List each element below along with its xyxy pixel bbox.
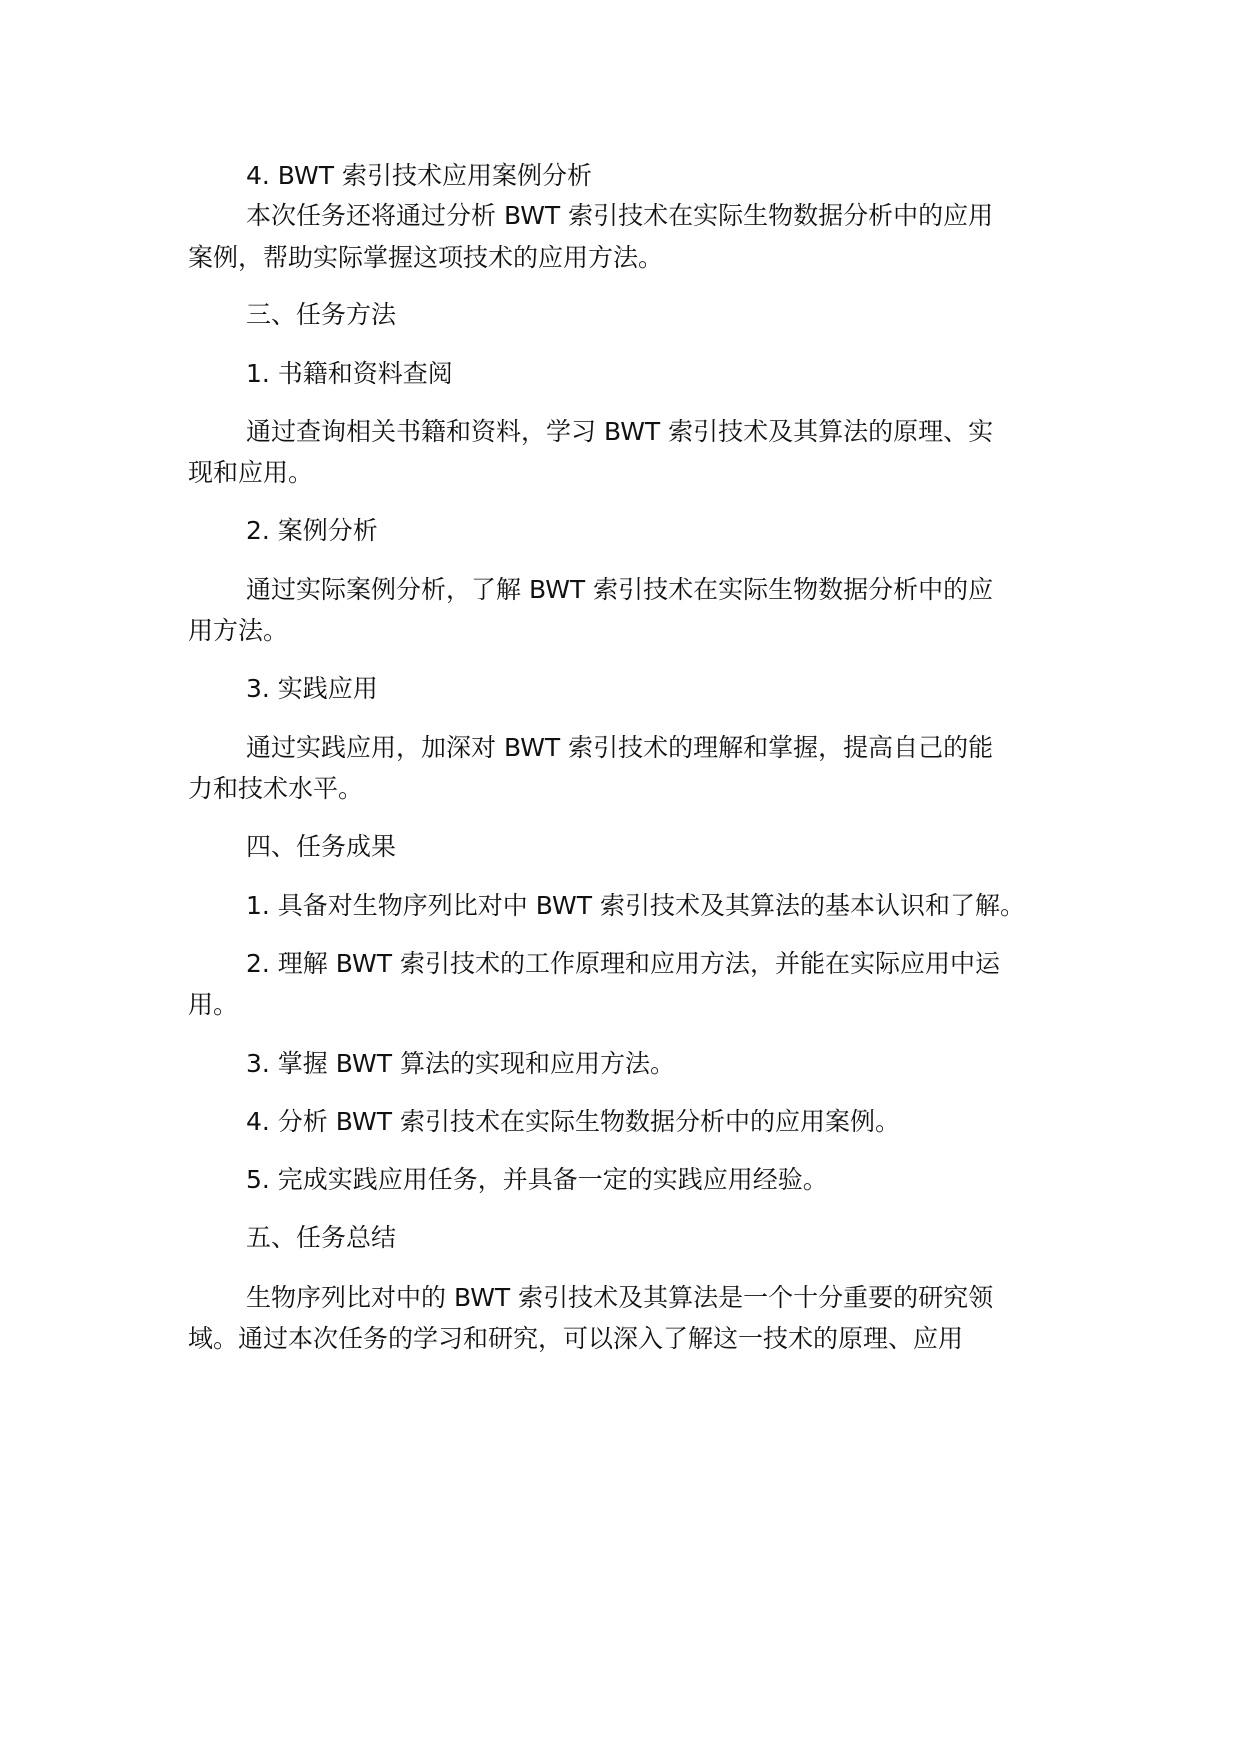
result-item: 3. 掌握 BWT 算法的实现和应用方法。 [246,1049,675,1078]
paragraph-line: 通过查询相关书籍和资料，学习 BWT 索引技术及其算法的原理、实 [246,417,994,446]
subheading-practice: 3. 实践应用 [246,674,378,703]
subheading-books: 1. 书籍和资料查阅 [246,359,453,388]
paragraph-line: 现和应用。 [188,458,314,487]
section-heading-results: 四、任务成果 [246,832,397,861]
subheading-case-analysis: 2. 案例分析 [246,516,378,545]
paragraph-line: 本次任务还将通过分析 BWT 索引技术在实际生物数据分析中的应用 [246,201,994,230]
result-item: 4. 分析 BWT 索引技术在实际生物数据分析中的应用案例。 [246,1107,900,1136]
result-item: 2. 理解 BWT 索引技术的工作原理和应用方法，并能在实际应用中运 [246,949,1000,978]
result-item: 1. 具备对生物序列比对中 BWT 索引技术及其算法的基本认识和了解。 [246,891,1025,920]
section-heading-methods: 三、任务方法 [246,300,397,329]
paragraph-line: 通过实际案例分析，了解 BWT 索引技术在实际生物数据分析中的应 [246,575,994,604]
paragraph-line: 通过实践应用，加深对 BWT 索引技术的理解和掌握，提高自己的能 [246,733,994,762]
paragraph-line: 案例，帮助实际掌握这项技术的应用方法。 [188,243,664,272]
paragraph-line: 域。通过本次任务的学习和研究，可以深入了解这一技术的原理、应用 [188,1324,964,1353]
paragraph-line: 用。 [188,990,239,1019]
heading-4-case-analysis: 4. BWT 索引技术应用案例分析 [246,161,592,190]
paragraph-line: 用方法。 [188,616,289,645]
paragraph-line: 生物序列比对中的 BWT 索引技术及其算法是一个十分重要的研究领 [246,1283,994,1312]
paragraph-line: 力和技术水平。 [188,774,364,803]
result-item: 5. 完成实践应用任务，并具备一定的实践应用经验。 [246,1165,828,1194]
section-heading-summary: 五、任务总结 [246,1223,397,1252]
